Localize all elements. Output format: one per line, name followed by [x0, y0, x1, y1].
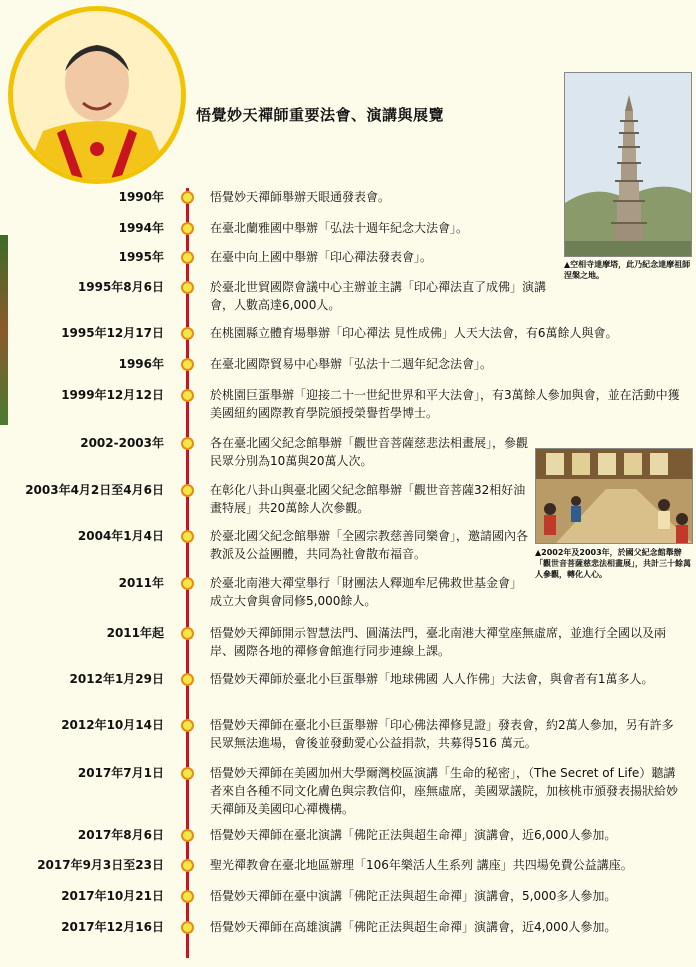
pagoda-illustration	[565, 73, 691, 256]
timeline-dot	[181, 437, 194, 450]
exhibition-caption: ▲2002年及2003年，於國父紀念館舉辦「觀世音菩薩慈悲法相畫展」，共計三十餘萬人參觀，轉化人心。	[535, 548, 691, 579]
exhibition-photo	[535, 448, 693, 544]
timeline-dot	[181, 921, 194, 934]
event-date: 1994年	[118, 221, 164, 235]
event-description: 悟覺妙天禪師在臺北小巨蛋舉辦「印心佛法禪修見證」發表會，約2萬人參加，另有許多民眾無法進場，會後並發動愛心公益捐款，共募得516 萬元。	[210, 718, 674, 750]
timeline-dot	[181, 859, 194, 872]
event-date: 2011年起	[106, 626, 164, 640]
event-description: 悟覺妙天禪師在臺中演講「佛陀正法與超生命禪」演講會，5,000多人參加。	[210, 889, 617, 903]
pagoda-caption: ▲空相寺達摩塔，此乃紀念達摩祖師涅槃之地。	[564, 260, 691, 280]
pagoda-photo	[564, 72, 692, 257]
event-description: 於桃園巨蛋舉辦「迎接二十一世紀世界和平大法會」，有3萬餘人參加與會，並在活動中獲美國紐約國際教育學院頒授榮譽哲學博士。	[210, 388, 680, 420]
master-portrait	[8, 6, 186, 184]
event-date: 1995年12月17日	[61, 326, 164, 340]
event-description: 悟覺妙天禪師舉辦天眼通發表會。	[210, 190, 391, 204]
timeline-dot	[181, 281, 194, 294]
event-date: 1999年12月12日	[61, 388, 164, 402]
portrait-illustration	[13, 11, 181, 179]
event-description: 於臺北國父紀念館舉辦「全國宗教慈善同樂會」，邀請國內各教派及公益團體，共同為社會散布福音。	[210, 529, 529, 561]
event-description: 各在臺北國父紀念館舉辦「觀世音菩薩慈悲法相畫展」，參觀民眾分別為10萬與20萬人次。	[210, 436, 529, 468]
timeline-dot	[181, 890, 194, 903]
left-edge-photo-strip	[0, 235, 8, 425]
event-description: 於臺北世貿國際會議中心主辦並主講「印心禪法直了成佛」演講會，人數高達6,000人。	[210, 280, 547, 312]
timeline-axis	[186, 188, 189, 958]
timeline-dot	[181, 627, 194, 640]
event-date: 1995年8月6日	[77, 280, 164, 294]
event-date: 1990年	[118, 190, 164, 204]
timeline-dot	[181, 673, 194, 686]
event-date: 2017年8月6日	[77, 828, 164, 842]
event-date: 2002-2003年	[80, 436, 164, 450]
timeline-dot	[181, 327, 194, 340]
event-description: 在彰化八卦山與臺北國父紀念館舉辦「觀世音菩薩32相好油畫特展」共20萬餘人次參觀。	[210, 483, 526, 515]
event-date: 1996年	[118, 357, 164, 371]
event-description: 在臺北蘭雅國中舉辦「弘法十週年紀念大法會」。	[210, 221, 469, 235]
event-description: 悟覺妙天禪師在美國加州大學爾灣校區演講「生命的秘密」，（The Secret of Life）聽講者來自各種不同文化膚色與宗教信仰，座無虛席，美國眾議院，加核桃市頒發表揚狀給妙天禪師及美國印心禪機構。	[210, 766, 679, 816]
timeline-dot	[181, 719, 194, 732]
event-date: 2012年1月29日	[69, 672, 164, 686]
event-date: 2011年	[118, 576, 164, 590]
event-date: 2004年1月4日	[77, 529, 164, 543]
event-date: 1995年	[118, 250, 164, 264]
timeline-dot	[181, 358, 194, 371]
event-date: 2012年10月14日	[61, 718, 164, 732]
timeline-dot	[181, 530, 194, 543]
event-date: 2017年7月1日	[77, 766, 164, 780]
exhibition-illustration	[536, 449, 692, 543]
event-description: 聖光禪教會在臺北地區辦理「106年樂活人生系列 講座」共四場免費公益講座。	[210, 858, 633, 872]
event-description: 悟覺妙天禪師開示智慧法門、圓滿法門，臺北南港大禪堂座無虛席，並進行全國以及兩岸、國際各地的禪修會館進行同步連線上課。	[210, 626, 667, 658]
page-title: 悟覺妙天禪師重要法會、演講與展覽	[196, 106, 445, 124]
event-description: 在臺北國際貿易中心舉辦「弘法十二週年紀念法會」。	[210, 357, 493, 371]
timeline-dot	[181, 222, 194, 235]
event-date: 2017年12月16日	[61, 920, 164, 934]
event-description: 於臺北南港大禪堂舉行「財團法人釋迦牟尼佛救世基金會」成立大會與會同修5,000餘人。	[210, 576, 523, 608]
event-date: 2003年4月2日至4月6日	[25, 483, 164, 497]
event-description: 悟覺妙天禪師在臺北演講「佛陀正法與超生命禪」演講會，近6,000人參加。	[210, 828, 617, 842]
event-description: 在臺中向上國中舉辦「印心禪法發表會」。	[210, 250, 433, 264]
timeline-dot	[181, 389, 194, 402]
event-description: 悟覺妙天禪師於臺北小巨蛋舉辦「地球佛國 人人作佛」大法會，與會者有1萬多人。	[210, 672, 654, 686]
event-description: 悟覺妙天禪師在高雄演講「佛陀正法與超生命禪」演講會，近4,000人參加。	[210, 920, 617, 934]
event-description: 在桃園縣立體育場舉辦「印心禪法 見性成佛」人天大法會，有6萬餘人與會。	[210, 326, 618, 340]
event-date: 2017年9月3日至23日	[37, 858, 164, 872]
timeline-dot	[181, 251, 194, 264]
timeline-dot	[181, 484, 194, 497]
timeline-dot	[181, 829, 194, 842]
timeline-dot	[181, 577, 194, 590]
timeline-dot	[181, 767, 194, 780]
timeline-dot	[181, 191, 194, 204]
event-date: 2017年10月21日	[61, 889, 164, 903]
